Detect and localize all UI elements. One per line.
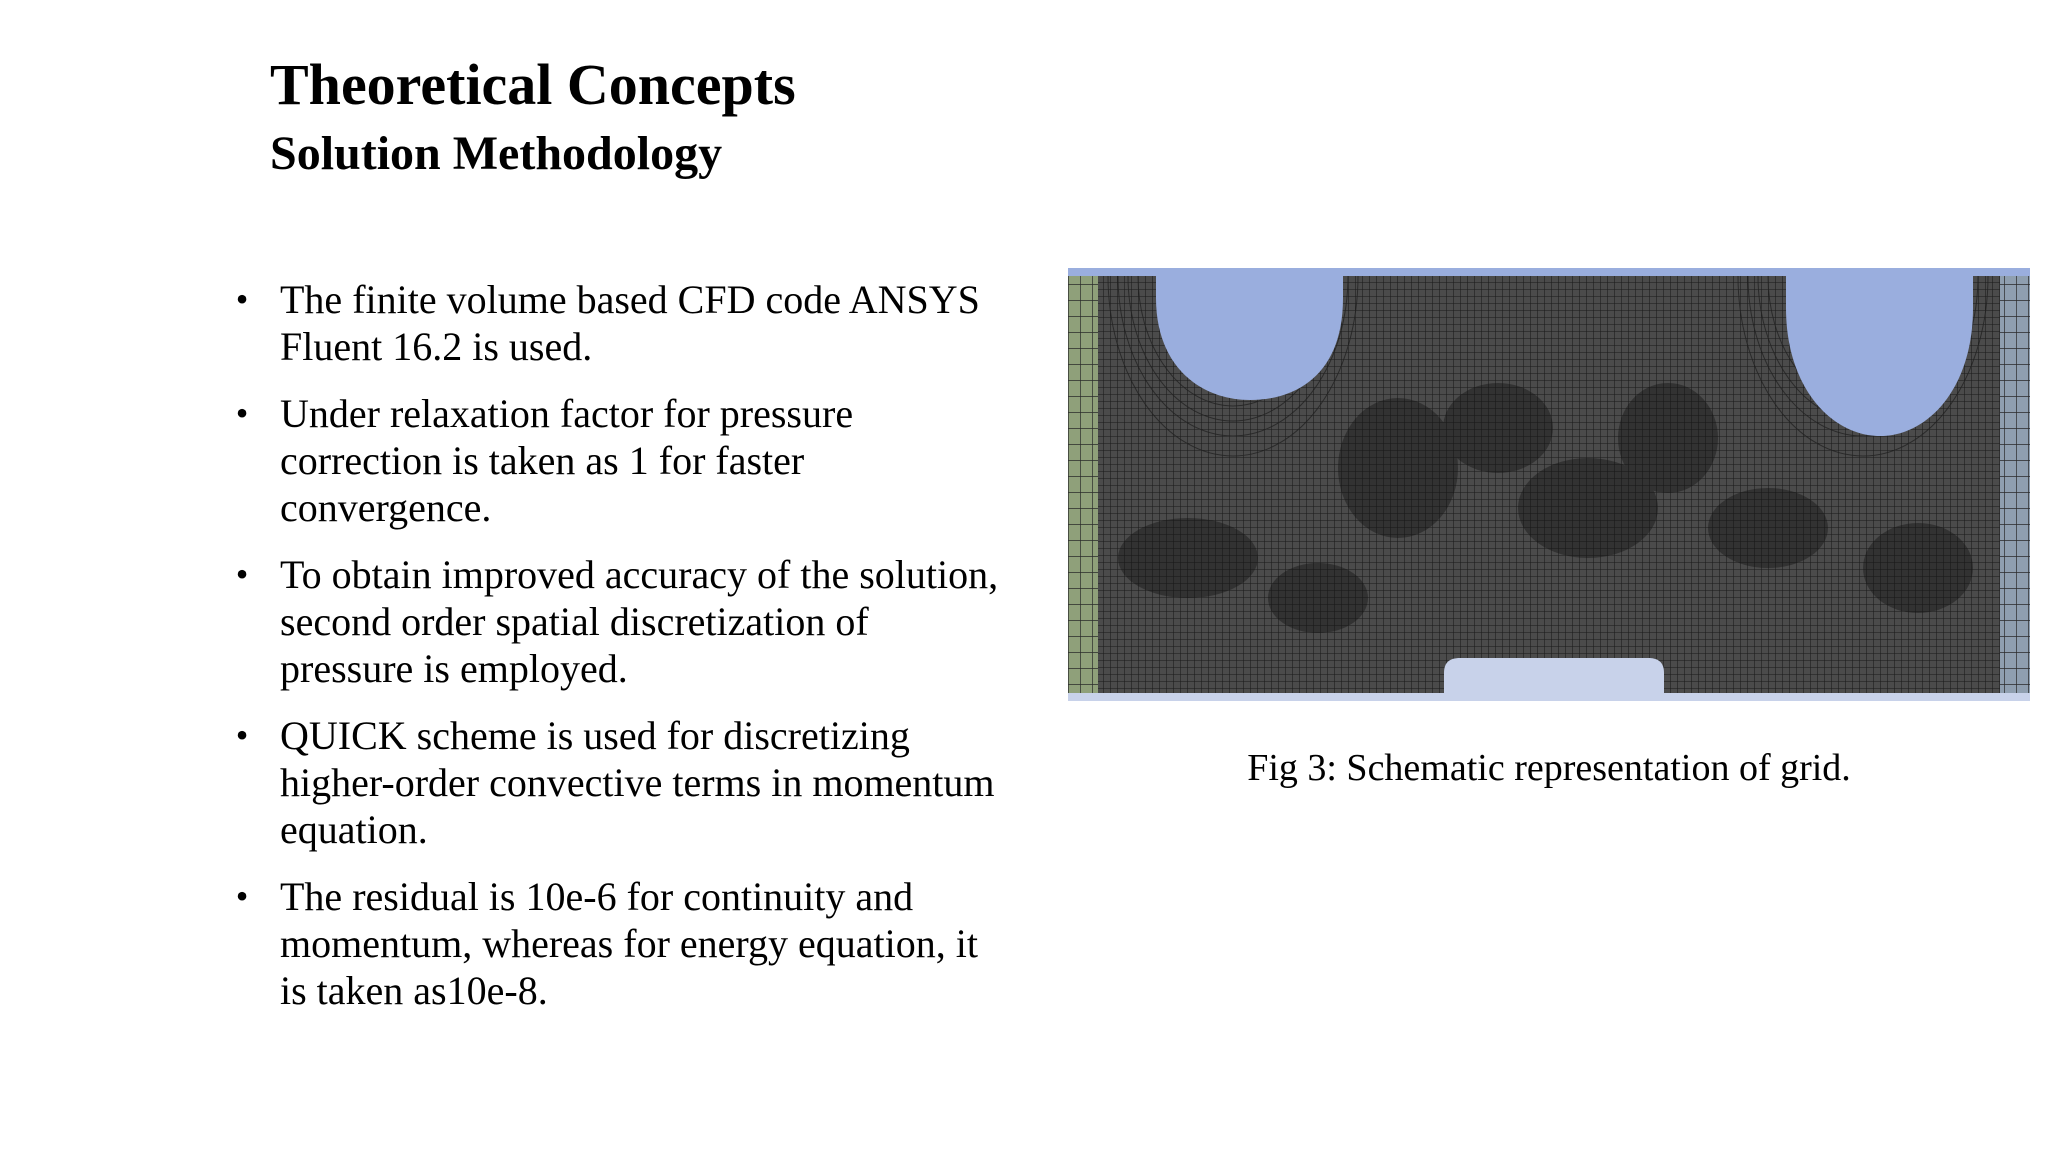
bullet-item: [230, 712, 1060, 853]
bullet-line: higher-order convective terms in momentum: [280, 760, 995, 805]
bullet-item: [230, 390, 1060, 531]
bullet-item: [230, 873, 1060, 1014]
bullet-line: correction is taken as 1 for faster: [280, 438, 805, 483]
bottom-rib-cutout: [1444, 658, 1664, 701]
bullet-line: second order spatial discretization of: [280, 599, 869, 644]
bullet-line: pressure is employed.: [280, 646, 628, 691]
bullet-line: The finite volume based CFD code ANSYS: [280, 277, 980, 322]
bullet-line: momentum, whereas for energy equation, it: [280, 921, 978, 966]
bullet-list: [230, 276, 1060, 1034]
slide-title: Theoretical Concepts: [270, 52, 796, 117]
mesh-figure: [1068, 268, 2030, 701]
bullet-line: equation.: [280, 807, 428, 852]
slide-subtitle: Solution Methodology: [270, 127, 723, 180]
inlet-grid-block: [1068, 276, 1098, 693]
bullet-line: is taken as10e-8.: [280, 968, 548, 1013]
bullet-symbol: •: [235, 279, 249, 319]
bullet-line: Fluent 16.2 is used.: [280, 324, 593, 369]
bullet-line: convergence.: [280, 485, 492, 530]
bullet-symbol: •: [235, 876, 249, 916]
bullet-item: [230, 276, 1060, 370]
bullet-line: Under relaxation factor for pressure: [280, 391, 854, 436]
bullet-symbol: •: [235, 715, 249, 755]
figure-caption: Fig 3: Schematic representation of grid.: [1247, 747, 1851, 789]
bullet-symbol: •: [235, 393, 249, 433]
bullet-line: To obtain improved accuracy of the solution,: [280, 552, 999, 597]
bullet-line: QUICK scheme is used for discretizing: [280, 713, 910, 758]
bullet-item: [230, 551, 1060, 692]
cfd-mesh-grid-image: [1068, 268, 2030, 701]
bullet-line: The residual is 10e-6 for continuity and: [280, 874, 914, 919]
bullet-symbol: •: [235, 554, 249, 594]
outlet-grid-block: [2000, 276, 2030, 693]
